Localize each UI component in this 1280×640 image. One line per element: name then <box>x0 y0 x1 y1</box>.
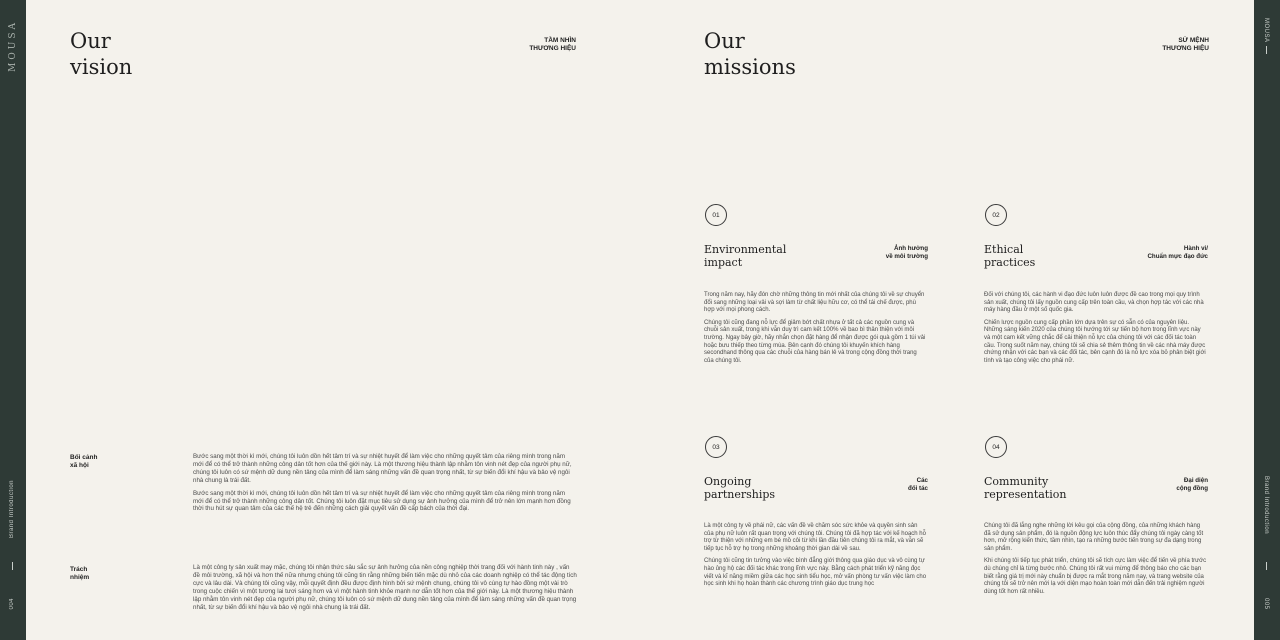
mission-tag: Đại diện cộng đồng <box>1176 477 1208 492</box>
mission-number-badge: 03 <box>705 436 727 458</box>
section-label: Brand Introduction <box>9 480 15 539</box>
row-label-social-context: Bối cảnh xã hội <box>70 454 98 469</box>
paragraph: Chiến lược nguồn cung cấp phần lớn dựa trên sự có sẵn có của nguyên liệu. Những sáng kiến 2020 của chúng tôi hướng tới sự tiến bộ hơn trong lĩnh vực này và một cam kết vững chắc để cải thiện nỗ lực của chúng tôi với các đối tác toàn cầu. Trong suốt năm nay, chúng tôi sẽ chia sẻ thêm thông tin về các nhà máy được chứng nhận với các bạn và các đối tác, bên cạnh đó là nỗ lực xóa bỏ phân biệt giới tính và tạo công việc cho phái nữ. <box>984 319 1206 364</box>
mission-title: Environmental impact <box>704 243 787 269</box>
paragraph: Chúng tôi cũng đang nỗ lực để giảm bớt chất nhựa ở tất cả các nguồn cung và chuỗi sản xuất, trong khi vẫn duy trì cam kết 100% về bao bì thân thiện với môi trường. Ngay bây giờ, hãy nhắn chọn đặt hàng để nhận được gói quà gồm 1 túi vải hoặc bưu thiếp theo từng mùa. Bên cạnh đó chúng tôi khuyến khích hàng secondhand thông qua các chuỗi của hàng bán lẻ và trong cộng đồng thời trang của chúng tôi. <box>704 319 926 364</box>
mission-title: Ongoing partnerships <box>704 475 776 501</box>
mission-number-badge: 02 <box>985 204 1007 226</box>
mission-number-badge: 04 <box>985 436 1007 458</box>
right-sidebar <box>1254 0 1280 640</box>
mission-text <box>984 292 1208 370</box>
paragraph: Chúng tôi cũng tin tưởng vào việc bình đẳng giới thông qua giáo dục và vô cùng tự hào ủng hộ các đối tác khác trong lĩnh vực này. Bằng cách phát triển kỹ năng đọc viết và kĩ năng miềm giữa các học sinh tiểu học, mở vấn phòng tư vấn việc làm cho học sinh khi họ hoàn thành các chương trình giáo dục trung học <box>704 558 927 588</box>
paragraph: Là một công ty về phái nữ, các vấn đề về chăm sóc sức khỏe và quyền sinh sản của phụ nữ luôn rất quan trọng với chúng tôi. Chúng tôi đã hợp tác với kế hoạch hỗ trợ từ thiện với những em bé mồ côi từ khi lần đầu tiên chúng tôi ra mắt, và vẫn sẽ tiếp tục hỗ trợ họ trong những khoảng thời gian dài về sau. <box>704 523 926 552</box>
mission-title: Ethical practices <box>984 243 1036 269</box>
divider <box>1266 562 1267 570</box>
page-title: Our missions <box>704 29 796 79</box>
paragraph: Chúng tôi đã lắng nghe những lời kêu gọi của cộng đồng, của những khách hàng đã sử dụng sản phẩm, đó là nguồn động lực luôn thúc đẩy chúng tôi ngày càng tốt hơn, mở rộng kiến thức, tầm nhìn, tạo ra những bước tiến trong sự đa dạng trong sản phẩm. <box>984 523 1204 552</box>
row-text-responsibility <box>193 564 577 616</box>
page-number: 004 <box>9 598 15 610</box>
section-label: Brand Introduction <box>1263 476 1269 535</box>
row-label-responsibility: Trách nhiệm <box>70 566 90 581</box>
mission-tag: Hành vi/ Chuẩn mực đạo đức <box>1147 245 1208 260</box>
row-text-social-context <box>193 453 577 518</box>
paragraph: Bước sang một thời kì mới, chúng tôi luôn dồn hết tâm trí và sự nhiệt huyết để làm việc cho những quyết tâm của riêng mình trong năm mới để có thể trở thành những công dân tốt. Chúng tôi luôn đặt mục tiêu sử dụng sự ảnh hưởng của mình để trở nên lớn mạnh hơn đồng thời thu hút sự quan tâm của các thế hệ trẻ đến những cách giải quyết vấn đề cấp bách của thời đại. <box>193 489 571 513</box>
paragraph: Bước sang một thời kì mới, chúng tôi luôn dồn hết tâm trí và sự nhiệt huyết để làm việc cho những quyết tâm của riêng mình trong năm mới để có thể trở thành những công dân tốt hơn của thế giới này. Là một thương hiệu thành lập nhằm tôn vinh nét đẹp của người phụ nữ, chúng tôi luôn có sứ mệnh dữ dung nền tảng của mình để làm sáng những vấn đề quan trọng nhất, từ sự biến đổi khí hậu và bảo vệ ngôi nhà chung là trái đất. <box>193 453 572 484</box>
vision-page <box>26 0 640 640</box>
mission-tag: Các đối tác <box>908 477 928 492</box>
missions-page <box>640 0 1254 640</box>
divider <box>1266 46 1267 54</box>
mission-number-badge: 01 <box>705 204 727 226</box>
mission-tag: Ảnh hưởng về môi trường <box>885 245 928 260</box>
mission-text <box>704 292 928 370</box>
page-tag: TẦM NHÌN THƯƠNG HIỆU <box>529 37 576 52</box>
paragraph: Là một công ty sản xuất may mặc, chúng tôi nhận thức sâu sắc sự ảnh hưởng của nền công nghiệp thời trang đối với hành tinh này , vấn đề môi trường, xã hội và hơn thế nữa nhưng chúng tôi cũng tin rằng những biến tiến mặc dù nhỏ của các doanh nghiệp có thể tác động tích cực và lâu dài. Và chúng tôi cũng vậy, mỗi quyết định đều được định hình bởi sứ mệnh chung, chúng tôi vô cùng tự hào đồng một vài trò trong cuộc chiến vì một tương lai tươi sáng hơn và vì một hành tinh khỏe mạnh nơ dẫn tốt hơn của thế giới này. Là một thương hiệu thành lập nhằm tôn vinh nét đẹp của người phụ nữ, chúng tôi luôn có sứ mệnh dữ dung nền tảng của mình để làm sáng những vấn đề quan trọng nhất, từ sự biến đổi khí hậu và bảo vệ ngôi nhà chung là trái đất. <box>193 564 577 611</box>
mission-text <box>984 523 1208 601</box>
page-tag: SỨ MỆNH THƯƠNG HIỆU <box>1162 37 1209 52</box>
paragraph: Đối với chúng tôi, các hành vi đạo đức luôn luôn được đề cao trong mọi quy trình sản xuất, chúng tôi lấy nguồn cung cấp trên toàn cầu, và chọn hợp tác với các nhà máy hàng đầu ở một số quốc gia. <box>984 292 1204 314</box>
mission-title: Community representation <box>984 475 1067 501</box>
divider <box>12 562 13 570</box>
left-sidebar <box>0 0 26 640</box>
brand-logo: MOUSA <box>8 20 18 72</box>
brand-logo: MOUSA <box>1263 18 1269 43</box>
paragraph: Trong năm nay, hãy đón chờ những thông tin mới nhất của chúng tôi về sự chuyển đổi sang những loại vải và sợi làm từ chất liệu hữu cơ, có thể tái chế được, phù hợp với mọi phong cách. <box>704 292 925 314</box>
page-number: 005 <box>1263 598 1269 610</box>
mission-text <box>704 523 928 594</box>
page-title: Our vision <box>70 29 133 79</box>
paragraph: Khi chúng tôi tiếp tục phát triển, chúng tôi sẽ tích cực làm việc để tiến về phía trước dù chúng chỉ là từng bước nhỏ. Chúng tôi rất vui mừng để thông báo cho các bạn biết rằng giá trị mới này chuẩn bị được ra mắt trong năm nay, và trang website của chúng tôi sẽ trở nên mới lạ với diện mạo hoàn toàn mới dẫn đến trải nghiệm người dùng tốt hơn rất nhiều. <box>984 558 1207 595</box>
